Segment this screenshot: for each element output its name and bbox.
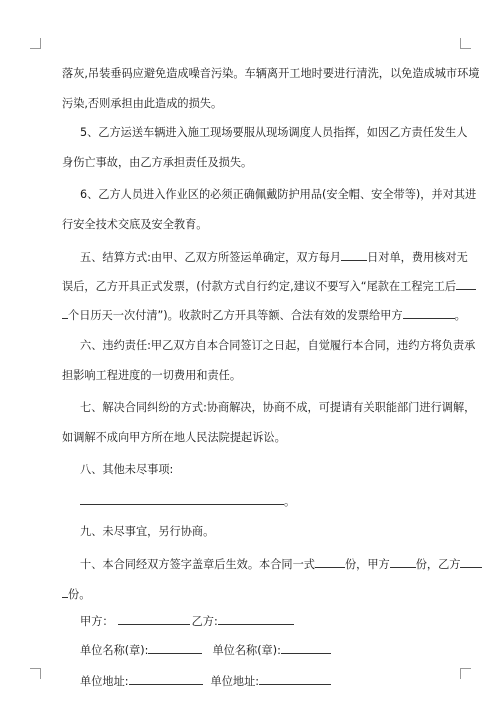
- addr-b-label: 单位地址:: [210, 675, 260, 688]
- party-b-label: 乙方:: [191, 615, 218, 628]
- section-8-title: 八、其他未尽事项:: [80, 463, 174, 476]
- clause-6-line-2: 行安全技术交底及安全教育。: [62, 218, 208, 231]
- section-10-text-d: 份。: [68, 588, 91, 601]
- section-10-line-2: [62, 586, 90, 603]
- crop-mark-bottom-left: [30, 668, 41, 679]
- signature-address-row: [80, 673, 331, 690]
- clause-5-line-1: 5、乙方运送车辆进入施工现场要服从现场调度人员指挥，如因乙方责任发生人: [80, 126, 468, 139]
- signature-units-row: [80, 642, 331, 659]
- section-5-text-d: 个日历天一次付清”)。收款时乙方开具等额、合法有效的发票给甲方: [68, 309, 403, 322]
- section-5-text-c: 误后，乙方开具正式发票，(付款方式自行约定,建议不要写入“尾款在工程完工后: [62, 280, 457, 293]
- payee-blank: [403, 307, 455, 319]
- day-blank: [341, 249, 367, 261]
- addr-b-field[interactable]: [259, 673, 331, 685]
- unit-a-field[interactable]: [148, 642, 202, 654]
- copies-total-blank: [315, 556, 345, 568]
- party-a-field[interactable]: [118, 613, 190, 625]
- unit-b-label: 单位名称(章):: [212, 644, 281, 657]
- section-7-line-1: 七、解决合同纠纷的方式:协商解决，协商不成，可提请有关职能部门进行调解，: [80, 401, 476, 414]
- signature-parties-row: [80, 613, 294, 630]
- section-10-text-a: 十、本合同经双方签字盖章后生效。本合同一式: [80, 558, 315, 571]
- unit-b-field[interactable]: [281, 642, 331, 654]
- section-9: 九、未尽事宜，另行协商。: [80, 525, 215, 538]
- addr-a-field[interactable]: [129, 673, 203, 685]
- unit-a-label: 单位名称(章):: [80, 644, 149, 657]
- copies-a-blank: [390, 556, 416, 568]
- clause-6-line-1: 6、乙方人员进入作业区的必须正确佩戴防护用品(安全帽、安全带等)，并对其进: [80, 188, 477, 201]
- section-7-line-2: 如调解不成向甲方所在地人民法院提起诉讼。: [62, 431, 286, 444]
- copies-b-blank: [460, 556, 482, 568]
- section-10-text-b: 份，甲方: [344, 558, 390, 571]
- section-10-text-c: 份，乙方: [415, 558, 461, 571]
- days-blank: [456, 278, 476, 290]
- crop-mark-bottom-right: [460, 668, 471, 679]
- clause-4-line-1: 落灰,吊装垂码应避免造成噪音污染。车辆离开工地时要进行清洗，以免造成城市环境: [62, 67, 480, 80]
- crop-mark-top-right: [460, 38, 471, 49]
- other-matters-blank: [80, 493, 284, 505]
- clause-5-line-2: 身伤亡事故，由乙方承担责任及损失。: [62, 156, 253, 169]
- clause-4-line-2: 污染,否则承担由此造成的损失。: [62, 97, 223, 110]
- addr-a-label: 单位地址:: [80, 675, 129, 688]
- section-8-end: 。: [284, 495, 296, 508]
- party-b-field[interactable]: [218, 613, 294, 625]
- section-5-text-e: 。: [454, 309, 466, 322]
- section-6-line-1: 六、违约责任:甲乙双方自本合同签订之日起，自觉履行本合同，违约方将负责承: [80, 339, 476, 352]
- section-5-line-2: [62, 278, 476, 295]
- crop-mark-top-left: [30, 38, 41, 49]
- section-6-line-2: 担影响工程进度的一切费用和责任。: [62, 369, 242, 382]
- section-5-line-1: [80, 249, 468, 266]
- section-5-line-3: [62, 307, 466, 324]
- section-5-text-b: 日对单，费用核对无: [367, 251, 468, 264]
- section-8-blank-line: [80, 493, 295, 510]
- section-10-line-1: [80, 556, 482, 573]
- party-a-label: 甲方：: [80, 615, 114, 628]
- section-5-text-a: 五、结算方式:由甲、乙双方所签运单确定，双方每月: [80, 251, 342, 264]
